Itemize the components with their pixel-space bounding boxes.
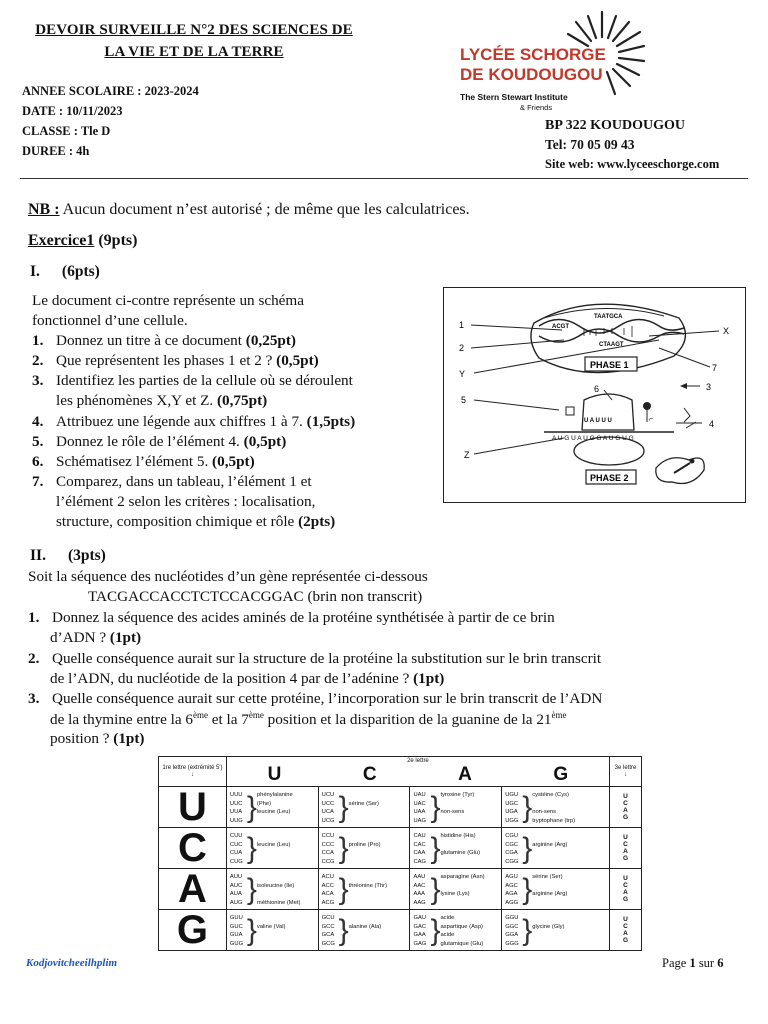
first-letter-cell: A — [159, 869, 227, 910]
contact-tel: Tel: 70 05 09 43 — [545, 137, 635, 152]
codon-list: UCU UCC UCA UCG — [321, 792, 335, 824]
question-5-text: Donnez le rôle de l’élément 4. — [56, 433, 244, 450]
brace-icon: } — [430, 832, 441, 865]
part2-question-3-points: (1pt) — [113, 730, 145, 747]
duration: DUREE : 4h — [22, 144, 90, 158]
question-1-text: Donnez un titre à ce document — [56, 332, 246, 349]
second-letter-C: C — [362, 764, 377, 785]
brace-icon: } — [522, 873, 533, 906]
page-number — [662, 956, 723, 971]
codon-list: GCU GCC GCA GCG — [321, 915, 335, 947]
nb-text: Aucun document n’est autorisé ; de même que les calculatrices. — [59, 201, 470, 218]
q3-sup1: ème — [192, 710, 208, 720]
label-7: 7 — [712, 363, 718, 373]
part2-question-1-text-b: d’ADN ? — [50, 629, 110, 646]
amino-acid-list: alanine (Ala) — [348, 923, 382, 930]
part1-heading — [30, 263, 100, 281]
genetic-code-table — [158, 756, 642, 951]
question-7-text-c: structure, composition chimique et rôle — [56, 513, 299, 530]
svg-text:⌐: ⌐ — [649, 416, 654, 423]
page-current: 1 — [689, 956, 696, 970]
codon-cell — [410, 910, 502, 951]
second-letter-G: G — [553, 764, 569, 785]
exercise1-heading — [28, 232, 137, 250]
codon-cell — [502, 828, 610, 869]
codon-list: AAU AAC AAA AAG — [413, 874, 426, 906]
brace-icon: } — [338, 873, 349, 906]
svg-text:ACGT: ACGT — [552, 324, 569, 330]
svg-text:CTAAGT: CTAAGT — [599, 342, 624, 348]
brace-icon: } — [338, 832, 349, 865]
codon-list: GUU GUC GUA GUG — [229, 915, 244, 947]
codon-cell — [410, 828, 502, 869]
phase2-label: PHASE 2 — [590, 473, 629, 483]
question-6-points: (0,5pt) — [212, 453, 255, 470]
question-4-points: (1,5pts) — [306, 413, 356, 430]
question-2-points: (0,5pt) — [276, 352, 319, 369]
amino-acid-list: glycine (Gly) — [532, 923, 565, 930]
ribosome-top — [582, 394, 634, 430]
school-year: ANNEE SCOLAIRE : 2023-2024 — [22, 84, 199, 98]
logo-line4: & Friends — [520, 103, 553, 112]
label-3: 3 — [706, 382, 712, 392]
q3-seg2: et la 7 — [207, 711, 249, 729]
brace-icon: } — [430, 791, 441, 824]
codon-cell — [318, 869, 410, 910]
part2-question-1-text-a: Donnez la séquence des acides aminés de la protéine synthétisée à partir de ce brin — [52, 609, 555, 626]
codon-cell — [410, 787, 502, 828]
codon-table-body — [159, 787, 642, 951]
amino-acid-list: tyrosine (Tyr) non-sens — [440, 792, 475, 816]
footer-signature: Kodjovitcheeilhplim — [26, 957, 118, 969]
question-4-text: Attribuez une légende aux chiffres 1 à 7. — [56, 413, 307, 430]
second-letter-header-text: 2e lettre — [407, 758, 429, 764]
codon-table-row — [159, 787, 642, 828]
q3-sup3: ème — [551, 710, 567, 720]
label-6: 6 — [594, 384, 600, 394]
part2-question-1-cont — [50, 629, 141, 647]
brace-icon: } — [430, 914, 441, 947]
amino-acid-list: arginine (Arg) — [532, 841, 568, 848]
part1-points: (6pts) — [61, 263, 100, 280]
second-letter-U: U — [267, 764, 282, 785]
question-3-points: (0,75pt) — [216, 392, 268, 409]
part2-question-1: 1. Donnez la séquence des acides aminés de la protéine synthétisée à partir de ce brin — [28, 609, 555, 626]
third-letter-header — [609, 757, 641, 787]
brace-icon: } — [338, 914, 349, 947]
question-5: 5. Donnez le rôle de l’élément 4. (0,5pt) — [32, 433, 287, 450]
part2-question-3-text-a: Quelle conséquence aurait sur cette protéine, l’incorporation sur le brin transcrit de l’ADN — [52, 690, 603, 707]
q3-seg3: position et la disparition de la guanine de la 21 — [263, 711, 552, 729]
question-3-text-b: les phénomènes X,Y et Z. — [56, 392, 217, 409]
first-letter-cell: C — [159, 828, 227, 869]
question-1-points: (0,25pt) — [245, 332, 296, 349]
codon-list: AUU AUC AUA AUG — [229, 874, 243, 906]
exercise1-points: (9pts) — [94, 232, 138, 249]
amino-acid-list: phénylalanine (Phe) leucine (Leu) — [256, 792, 293, 816]
element-4-shape — [656, 458, 704, 484]
q3-sup2: ème — [248, 710, 264, 720]
label-Y: Y — [459, 369, 466, 379]
codon-list: GGU GGC GGA GGG — [505, 915, 519, 947]
label-Z: Z — [464, 450, 470, 460]
brace-icon: } — [430, 873, 441, 906]
codon-cell — [226, 828, 318, 869]
amino-acid-list: thréonine (Thr) — [348, 882, 388, 889]
part2-question-2-points: (1pt) — [413, 670, 445, 687]
page-mid: sur — [695, 956, 718, 970]
mrna-sequence: A U G U A U G G A U G U G — [552, 435, 634, 442]
question-4: 4. Attribuez une légende aux chiffres 1 à 7. (1,5pts) — [32, 413, 356, 430]
logo-line1: LYCÉE SCHORGE — [460, 45, 606, 64]
label-5: 5 — [461, 395, 467, 405]
codon-table-row — [159, 910, 642, 951]
first-letter-cell: G — [159, 910, 227, 951]
question-7-cont1: l’élément 2 selon les critères : localisation, — [56, 493, 316, 510]
cell-diagram — [443, 287, 746, 503]
part2-question-2-text-a: Quelle conséquence aurait sur la structure de la protéine la substitution sur le brin transcrit — [52, 650, 602, 667]
part1-roman: I. — [30, 263, 40, 280]
exercise1-title: Exercice1 — [28, 232, 95, 249]
brace-icon: } — [522, 832, 533, 865]
amino-acid-list: valine (Val) — [256, 923, 286, 930]
amino-acid-list: sérine (Ser) — [348, 800, 379, 807]
codon-cell — [318, 828, 410, 869]
page-prefix: Page — [662, 956, 690, 970]
nb-line — [28, 201, 470, 219]
part2-intro: Soit la séquence des nucléotides d’un gène représentée ci-dessous — [28, 568, 428, 585]
amino-acid-list: isoleucine (Ile) méthionine (Met) — [256, 882, 301, 906]
class-name: CLASSE : Tle D — [22, 124, 111, 138]
amino-acid-list: leucine (Leu) — [256, 841, 291, 848]
doc-title-line1: DEVOIR SURVEILLE N°2 DES SCIENCES DE — [35, 22, 353, 38]
brace-icon: } — [338, 791, 349, 824]
third-letter-cell: U C A G — [609, 869, 641, 910]
part2-question-1-points: (1pt) — [109, 629, 142, 646]
amino-acid-list: acide aspartique (Asp) acide glutamique (Glu) — [440, 915, 484, 947]
codon-cell — [502, 869, 610, 910]
codon-cell — [410, 869, 502, 910]
codon-cell — [318, 787, 410, 828]
codon-cell — [226, 787, 318, 828]
part2-points: (3pts) — [67, 547, 106, 564]
header-divider — [20, 178, 748, 179]
gene-sequence: TACGACCACCTCTCCACGGAC — [88, 588, 304, 605]
brace-icon: } — [522, 791, 533, 824]
codon-table-row — [159, 828, 642, 869]
codon-list: UAU UAC UAA UAG — [413, 792, 427, 824]
brace-icon: } — [522, 914, 533, 947]
amino-acid-list: asparagine (Asn) lysine (Lys) — [440, 874, 485, 898]
amino-acid-list: cystéine (Cys) non-sens tryptophane (trp) — [532, 792, 576, 824]
gene-sequence-line — [88, 588, 422, 606]
question-7-points: (2pts) — [298, 513, 336, 530]
question-7-text-a: Comparez, dans un tableau, l’élément 1 et — [56, 473, 312, 490]
codon-cell — [226, 910, 318, 951]
brace-icon: } — [246, 873, 257, 906]
codon-list: UGU UGC UGA UGG — [505, 792, 519, 824]
contact-bp: BP 322 KOUDOUGOU — [545, 118, 686, 133]
second-letter-header — [226, 757, 609, 787]
brace-icon: } — [246, 832, 257, 865]
question-3: 3. Identifiez les parties de la cellule où se déroulent — [32, 372, 353, 389]
page-total: 6 — [717, 956, 724, 970]
part2-question-2-text-b: de l’ADN, du nucléotide de la position 4 par de l’adénine ? — [50, 670, 414, 687]
question-3-cont — [56, 392, 267, 410]
contact-site: Site web: www.lyceeschorge.com — [545, 157, 720, 171]
question-3-text-a: Identifiez les parties de la cellule où se déroulent — [56, 372, 353, 389]
question-6-text: Schématisez l’élément 5. — [56, 453, 213, 470]
codon-cell — [502, 787, 610, 828]
question-2-text: Que représentent les phases 1 et 2 ? — [56, 352, 277, 369]
label-1: 1 — [459, 320, 465, 330]
part2-question-3-text-c: position ? — [50, 730, 114, 747]
codon-cell — [226, 869, 318, 910]
part2-question-3-cont2 — [50, 730, 145, 748]
cell-diagram-svg — [444, 288, 745, 502]
amino-acid-list: sérine (Ser) arginine (Arg) — [532, 874, 568, 898]
svg-text:U A U U U: U A U U U — [584, 418, 612, 424]
brace-icon: } — [246, 914, 257, 947]
nb-label: NB : — [28, 201, 60, 218]
doc-title-line2: LA VIE ET DE LA TERRE — [104, 44, 284, 60]
down-arrow-icon: ↓ — [623, 771, 627, 778]
svg-text:TAATGCA: TAATGCA — [594, 314, 623, 320]
part2-question-3-cont — [50, 710, 567, 729]
question-7: 7. Comparez, dans un tableau, l’élément 1 et — [32, 473, 312, 490]
part1-intro2: fonctionnel d’une cellule. — [32, 312, 188, 329]
part1-intro1: Le document ci-contre représente un schéma — [32, 292, 304, 309]
codon-list: UUU UUC UUA UUG — [229, 792, 243, 824]
first-letter-header — [159, 757, 227, 787]
question-1: 1. Donnez un titre à ce document (0,25pt) — [32, 332, 296, 349]
codon-list: CAU CAC CAA CAG — [413, 833, 427, 865]
part2-heading — [30, 547, 106, 565]
question-5-points: (0,5pt) — [243, 433, 287, 450]
codon-list: CCU CCC CCA CCG — [321, 833, 335, 865]
third-letter-cell: U C A G — [609, 910, 641, 951]
part2-question-2: 2. Quelle conséquence aurait sur la structure de la protéine la substitution sur le brin transcrit — [28, 650, 602, 667]
part2-question-2-cont — [50, 670, 444, 688]
codon-list: ACU ACC ACA ACG — [321, 874, 335, 906]
codon-cell — [502, 910, 610, 951]
codon-table-row — [159, 869, 642, 910]
question-2: 2. Que représentent les phases 1 et 2 ? (0,5pt) — [32, 352, 319, 369]
phase1-label: PHASE 1 — [590, 360, 629, 370]
third-letter-header-text: 3e lettre — [614, 764, 637, 771]
second-letter-A: A — [458, 764, 472, 785]
codon-list: CUU CUC CUA CUG — [229, 833, 243, 865]
question-7-cont2 — [56, 513, 335, 531]
label-X: X — [723, 326, 730, 336]
codon-list: AGU AGC AGA AGG — [505, 874, 519, 906]
third-letter-cell: U C A G — [609, 787, 641, 828]
codon-list: GAU GAC GAA GAG — [413, 915, 427, 947]
logo-line3: The Stern Stewart Institute — [460, 92, 568, 102]
question-6: 6. Schématisez l’élément 5. (0,5pt) — [32, 453, 255, 470]
part2-roman: II. — [30, 547, 46, 564]
first-letter-cell: U — [159, 787, 227, 828]
brace-icon: } — [246, 791, 257, 824]
logo-line2: DE KOUDOUGOU — [460, 65, 603, 84]
label-4: 4 — [709, 419, 715, 429]
gene-sequence-note: (brin non transcrit) — [303, 588, 423, 605]
down-arrow-icon: ↓ — [190, 771, 194, 778]
label-2: 2 — [459, 343, 465, 353]
codon-list: CGU CGC CGA CGG — [505, 833, 519, 865]
amino-acid-list: proline (Pro) — [348, 841, 381, 848]
exam-date: DATE : 10/11/2023 — [22, 104, 123, 118]
part2-question-3: 3. Quelle conséquence aurait sur cette protéine, l’incorporation sur le brin transcrit de l’ADN — [28, 690, 603, 707]
third-letter-cell: U C A G — [609, 828, 641, 869]
q3-seg1: de la thymine entre la 6 — [50, 711, 193, 729]
amino-acid-list: histidine (His) glutamine (Glu) — [440, 833, 481, 857]
codon-cell — [318, 910, 410, 951]
codon-table-header-row — [159, 757, 642, 787]
first-letter-header-text: 1re lettre (extrémité 5') — [162, 764, 223, 771]
